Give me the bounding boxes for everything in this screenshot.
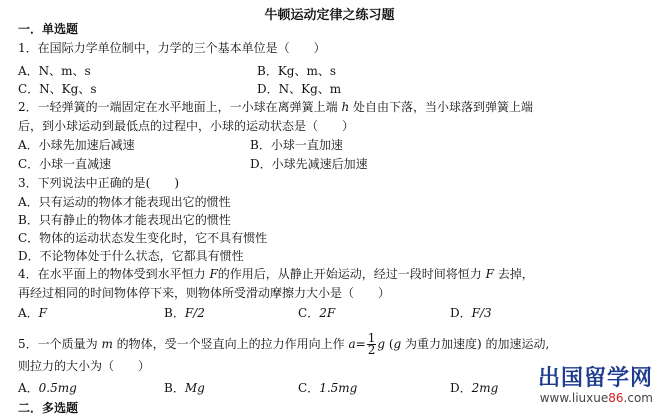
option-value: F/3 <box>471 306 492 320</box>
site-watermark <box>538 367 653 405</box>
question-2-option-b: B．小球一直加速 <box>250 138 343 152</box>
option-value: F/2 <box>184 306 205 320</box>
question-2-stem-text-a: 2．一轻弹簧的一端固定在水平地面上，一小球在离弹簧上端 <box>18 100 342 114</box>
question-1-option-b: B．Kg、m、s <box>257 64 337 78</box>
option-label: C． <box>298 306 320 320</box>
question-5-stem-line-1 <box>18 333 549 356</box>
question-5-option-d <box>450 380 498 397</box>
option-value: 1.5mg <box>319 381 358 395</box>
fraction-one-half <box>367 333 377 356</box>
watermark-url-highlight: 86 <box>608 391 624 405</box>
question-4-option-b <box>164 305 205 322</box>
question-2-stem-text-b: 处自由下落，当小球落到弹簧上端 <box>349 100 534 114</box>
question-3-option-c: C．物体的运动状态发生变化时，它不具有惯性 <box>18 231 268 245</box>
option-label: A． <box>18 306 39 320</box>
variable-h: h <box>341 100 350 114</box>
option-value: 2mg <box>471 381 499 395</box>
question-1-option-a: A．N、m、s <box>18 64 91 78</box>
variable-m: m <box>101 337 113 351</box>
question-3-option-b: B．只有静止的物体才能表现出它的惯性 <box>18 213 231 227</box>
option-label: D． <box>450 381 472 395</box>
section-heading-single-choice: 一．单选题 <box>18 22 79 36</box>
question-4-option-a <box>18 305 47 322</box>
question-2-option-a: A．小球先加速后减速 <box>18 138 135 152</box>
option-label: B． <box>164 381 185 395</box>
question-3-stem: 3．下列说法中正确的是( ) <box>18 176 179 190</box>
watermark-url <box>538 391 653 405</box>
option-value: 0.5mg <box>38 381 77 395</box>
question-5-stem-line-2: 则拉力的大小为（ ） <box>18 359 151 373</box>
option-label: D． <box>450 306 472 320</box>
watermark-logo-text: 出国留学网 <box>537 366 653 391</box>
fraction-numerator: 1 <box>367 331 376 345</box>
variable-f: F <box>485 267 494 281</box>
question-4-option-c <box>298 305 335 322</box>
variable-g: g <box>393 337 402 351</box>
question-2-stem-line-1 <box>18 99 533 116</box>
question-1-option-d: D．N、Kg、m <box>257 82 342 96</box>
option-value: Mg <box>184 381 205 395</box>
question-4-stem-line-2: 再经过相同的时间物体停下来，则物体所受滑动摩擦力大小是（ ） <box>18 286 391 300</box>
option-label: A． <box>18 381 39 395</box>
page-title: 牛顿运动定律之练习题 <box>264 8 395 23</box>
question-5-stem-text-c: 为重力加速度) 的加速运动, <box>401 337 550 351</box>
option-value: F <box>38 306 47 320</box>
question-4-stem-text-b: 的作用后，从静止开始运动，经过一段时间将恒力 <box>217 267 486 281</box>
question-4-stem-line-1 <box>18 266 534 283</box>
question-2-option-d: D．小球先减速后加速 <box>250 157 368 171</box>
question-2-stem-line-2: 后，到小球运动到最低点的过程中，小球的运动状态是（ ） <box>18 119 355 133</box>
variable-g: g <box>377 337 386 351</box>
section-heading-multiple-choice: 二．多选题 <box>18 401 79 415</box>
watermark-url-b: .com <box>623 391 653 405</box>
question-3-option-d: D．不论物体处于什么状态，它都具有惯性 <box>18 249 244 263</box>
question-4-option-d <box>450 305 492 322</box>
question-1-stem: 1．在国际力学单位制中，力学的三个基本单位是（ ） <box>18 41 326 55</box>
question-5-option-b <box>164 380 205 397</box>
option-value: 2F <box>319 306 336 320</box>
question-2-option-c: C．小球一直减速 <box>18 157 112 171</box>
question-5-stem-text-b: 的物体，受一个竖直向上的拉力作用向上作 <box>112 337 349 351</box>
variable-f: F <box>209 267 218 281</box>
question-5-stem-text-a: 5．一个质量为 <box>18 337 102 351</box>
option-label: C． <box>298 381 320 395</box>
question-5-option-a <box>18 380 77 397</box>
question-5-paren-open: ( <box>385 337 394 351</box>
acceleration-equation: a= <box>348 337 366 351</box>
option-label: B． <box>164 306 185 320</box>
question-4-stem-text-c: 去掉， <box>493 267 534 281</box>
watermark-url-a: www.liuxue <box>539 391 609 405</box>
fraction-denominator: 2 <box>367 343 376 357</box>
question-1-option-c: C．N、Kg、s <box>18 82 97 96</box>
question-4-stem-text-a: 4．在水平面上的物体受到水平恒力 <box>18 267 210 281</box>
question-5-option-c <box>298 380 357 397</box>
question-3-option-a: A．只有运动的物体才能表现出它的惯性 <box>18 195 231 209</box>
